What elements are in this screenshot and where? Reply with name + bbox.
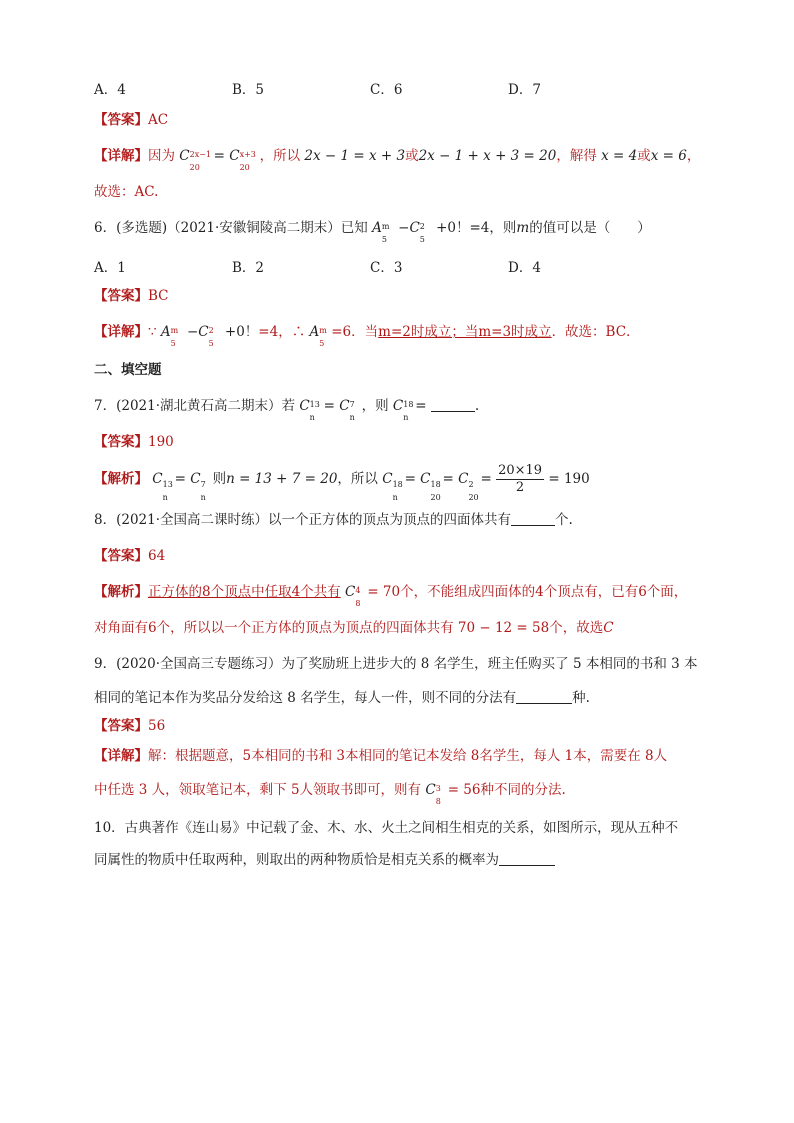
q7-answer: 【答案】190 bbox=[94, 434, 174, 450]
q7-stem: 7．(2021·湖北黄石高二期末）若 C 13 n = C 7 n ，则 C 18 n = . bbox=[94, 398, 480, 422]
q6-detail: 【详解】∵ A m 5 −C 2 5 +0！=4，∴ A m 5 =6．当m=2时成立；当m=3时成立．故选：BC． bbox=[94, 324, 640, 348]
q5-select: 故选：AC. bbox=[94, 184, 159, 200]
q5-detail: 【详解】因为 C 2x−1 20 = C x+3 20 ，所以 2x − 1 = x + 3或2x − 1 + x + 3 = 20，解得 x = 4或x = 6， bbox=[94, 148, 701, 172]
q8-analysis: 【解析】正方体的8个顶点中任取4个共有 C 4 8 = 70个，不能组成四面体的4个顶点有，已有6个面， bbox=[94, 584, 688, 608]
q6-option-b: B．2 bbox=[232, 260, 265, 276]
equation-2: 2x − 1 + x + 3 = 20 bbox=[418, 148, 557, 164]
q7-analysis: 【解析】 C 13 n = C 7 n 则n = 13 + 7 = 20，所以 C 18 n = C 18 20 = C 2 20 = $\frac{20\times 19}{2}$ = 190 bbox=[94, 463, 590, 502]
q6-option-c: C．3 bbox=[370, 260, 403, 276]
answer-value: AC bbox=[148, 112, 169, 128]
answer-tag: 【答案】 bbox=[94, 112, 148, 128]
q9-answer: 【答案】56 bbox=[94, 718, 166, 734]
q9-stem-line1: 9．(2020·全国高三专题练习）为了奖励班上进步大的 8 名学生，班主任购买了 5 本相同的书和 3 本 bbox=[94, 656, 698, 672]
q6-stem: 6．(多选题)（2021·安徽铜陵高二期末）已知 A m 5 −C 2 5 +0！=4，则m的值可以是（ ） bbox=[94, 220, 651, 244]
q9-detail-line2: 中任选 3 人，领取笔记本，剩下 5人领取书即可，则有 C 3 8 = 56种不同的分法. bbox=[94, 782, 566, 806]
equation-1: 2x − 1 = x + 3 bbox=[304, 148, 406, 164]
q5-option-a: A．4 bbox=[94, 82, 126, 98]
q6-option-a: A．1 bbox=[94, 260, 126, 276]
q10-stem-line2: 同属性的物质中任取两种，则取出的两种物质恰是相克关系的概率为 bbox=[94, 850, 555, 870]
q8-answer: 【答案】64 bbox=[94, 548, 166, 564]
q5-option-b: B．5 bbox=[232, 82, 265, 98]
fraction: $\frac{20\times 19}{2}$ bbox=[498, 463, 543, 495]
detail-tag: 【详解】 bbox=[94, 148, 148, 164]
q5-option-c: C．6 bbox=[370, 82, 403, 98]
q10-stem-line1: 10．古典著作《连山易》中记载了金、木、水、火土之间相生相克的关系，如图所示，现从五种不 bbox=[94, 820, 679, 836]
q8-stem: 8．(2021·全国高二课时练）以一个正方体的顶点为顶点的四面体共有 个. bbox=[94, 512, 573, 528]
q9-detail-line1: 【详解】解：根据题意，5本相同的书和 3本相同的笔记本发给 8名学生，每人 1本，需要在 8人 bbox=[94, 748, 668, 764]
section-title: 二、填空题 bbox=[94, 362, 162, 378]
q5-option-d: D．7 bbox=[508, 82, 541, 98]
q8-analysis-line2: 对角面有6个，所以以一个正方体的顶点为顶点的四面体共有 70 − 12 = 58个，故选C bbox=[94, 620, 614, 636]
q6-option-d: D．4 bbox=[508, 260, 541, 276]
q5-answer bbox=[94, 110, 168, 130]
q9-stem-line2: 相同的笔记本作为奖品分发给这 8 名学生，每人一件，则不同的分法有 种. bbox=[94, 690, 590, 706]
detail-text: 因为 bbox=[148, 148, 175, 164]
q6-answer: 【答案】BC bbox=[94, 288, 169, 304]
